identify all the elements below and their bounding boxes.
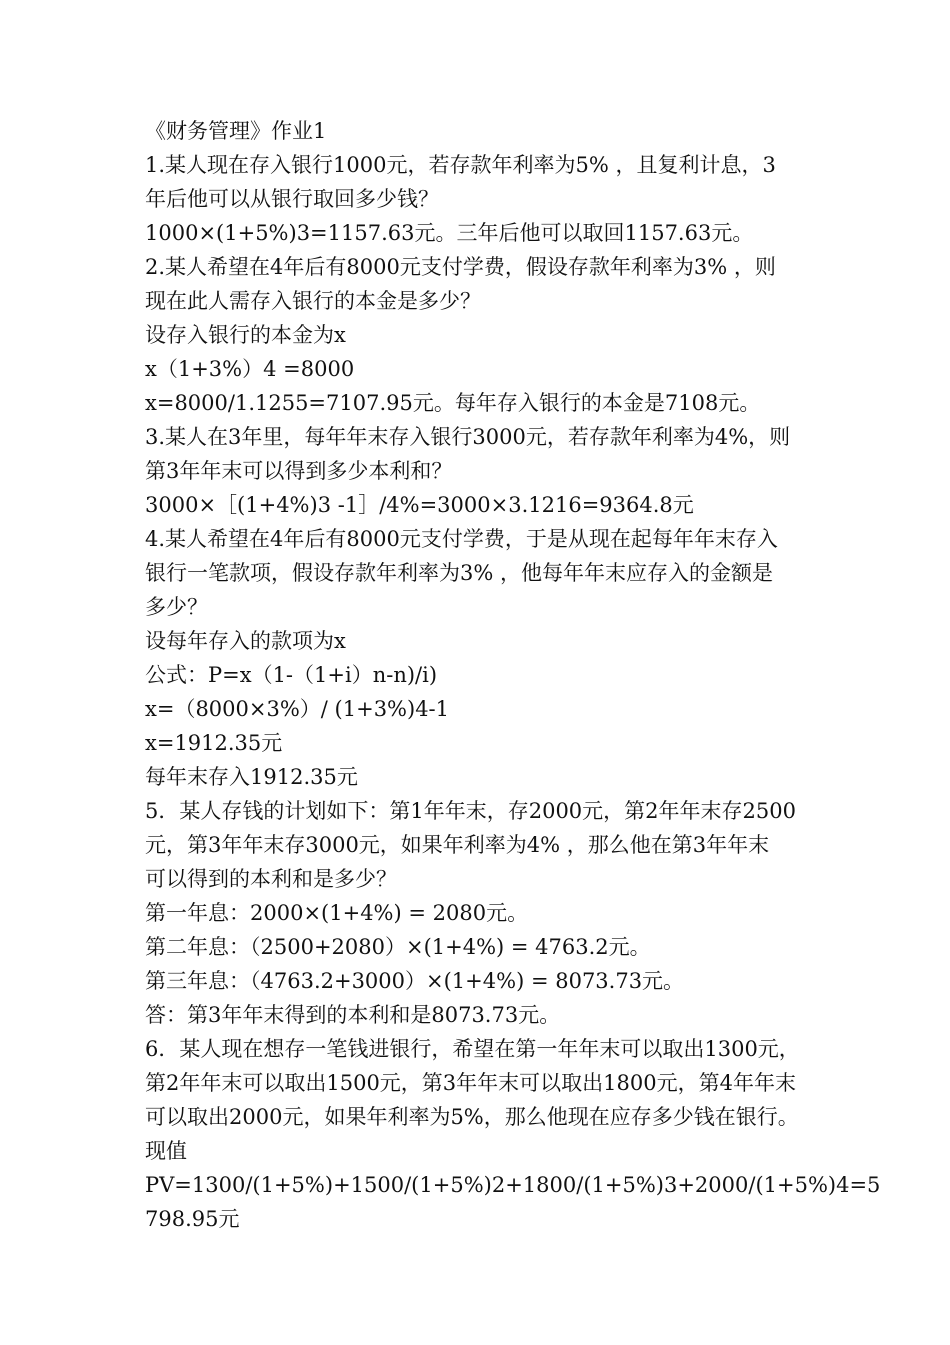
answer-4-line-4: x=1912.35元: [145, 731, 283, 755]
question-4-line-2: 银行一笔款项，假设存款年利率为3% ，他每年年末应存入的金额是: [145, 561, 773, 585]
question-1-line-2: 年后他可以从银行取回多少钱？: [145, 187, 439, 211]
question-5-line-1: 5．某人存钱的计划如下：第1年年末，存2000元，第2年年末存2500: [145, 799, 796, 823]
answer-5-line-3: 第三年息：（4763.2+3000）×(1+4%) = 8073.73元。: [145, 969, 685, 993]
document-body: [145, 114, 881, 1236]
answer-6-line-3: 798.95元: [145, 1207, 240, 1231]
answer-3: 3000×［(1+4%)3 -1］/4%=3000×3.1216=9364.8元: [145, 493, 694, 517]
answer-4-line-5: 每年末存入1912.35元: [145, 765, 358, 789]
answer-4-line-3: x=（8000×3%）/ (1+3%)4-1: [145, 697, 450, 721]
question-2-line-2: 现在此人需存入银行的本金是多少？: [145, 289, 481, 313]
answer-2-line-2: x（1+3%）4 =8000: [145, 357, 355, 381]
question-4-line-1: 4.某人希望在4年后有8000元支付学费，于是从现在起每年年末存入: [145, 527, 778, 551]
answer-2-line-1: 设存入银行的本金为x: [145, 323, 346, 347]
question-5-line-2: 元，第3年年末存3000元，如果年利率为4% ，那么他在第3年年末: [145, 833, 770, 857]
question-3-line-1: 3.某人在3年里，每年年末存入银行3000元，若存款年利率为4%，则: [145, 425, 791, 449]
answer-1: 1000×(1+5%)3=1157.63元。三年后他可以取回1157.63元。: [145, 221, 754, 245]
answer-6-line-2: PV=1300/(1+5%)+1500/(1+5%)2+1800/(1+5%)3+2000/(1+5%)4=5: [145, 1173, 881, 1197]
question-6-line-1: 6．某人现在想存一笔钱进银行，希望在第一年年末可以取出1300元，: [145, 1037, 800, 1061]
question-2-line-1: 2.某人希望在4年后有8000元支付学费，假设存款年利率为3% ，则: [145, 255, 776, 279]
question-5-line-3: 可以得到的本利和是多少？: [145, 867, 397, 891]
answer-2-line-3: x=8000/1.1255=7107.95元。每年存入银行的本金是7108元。: [145, 391, 761, 415]
answer-5-line-1: 第一年息：2000×(1+4%) = 2080元。: [145, 901, 529, 925]
answer-5-line-2: 第二年息：（2500+2080）×(1+4%) = 4763.2元。: [145, 935, 651, 959]
question-1-line-1: 1.某人现在存入银行1000元，若存款年利率为5% ，且复利计息，3: [145, 153, 776, 177]
answer-4-line-1: 设每年存入的款项为x: [145, 629, 346, 653]
question-4-line-3: 多少？: [145, 595, 208, 619]
question-6-line-3: 可以取出2000元，如果年利率为5%，那么他现在应存多少钱在银行。: [145, 1105, 799, 1129]
answer-5-line-4: 答：第3年年末得到的本利和是8073.73元。: [145, 1003, 561, 1027]
question-3-line-2: 第3年年末可以得到多少本利和？: [145, 459, 453, 483]
answer-6-line-1: 现值: [145, 1139, 187, 1163]
question-6-line-2: 第2年年末可以取出1500元，第3年年末可以取出1800元，第4年年末: [145, 1071, 796, 1095]
answer-4-line-2: 公式：P=x（1-（1+i）n-n)/i): [145, 663, 438, 687]
document-title: 《财务管理》作业1: [145, 119, 327, 143]
